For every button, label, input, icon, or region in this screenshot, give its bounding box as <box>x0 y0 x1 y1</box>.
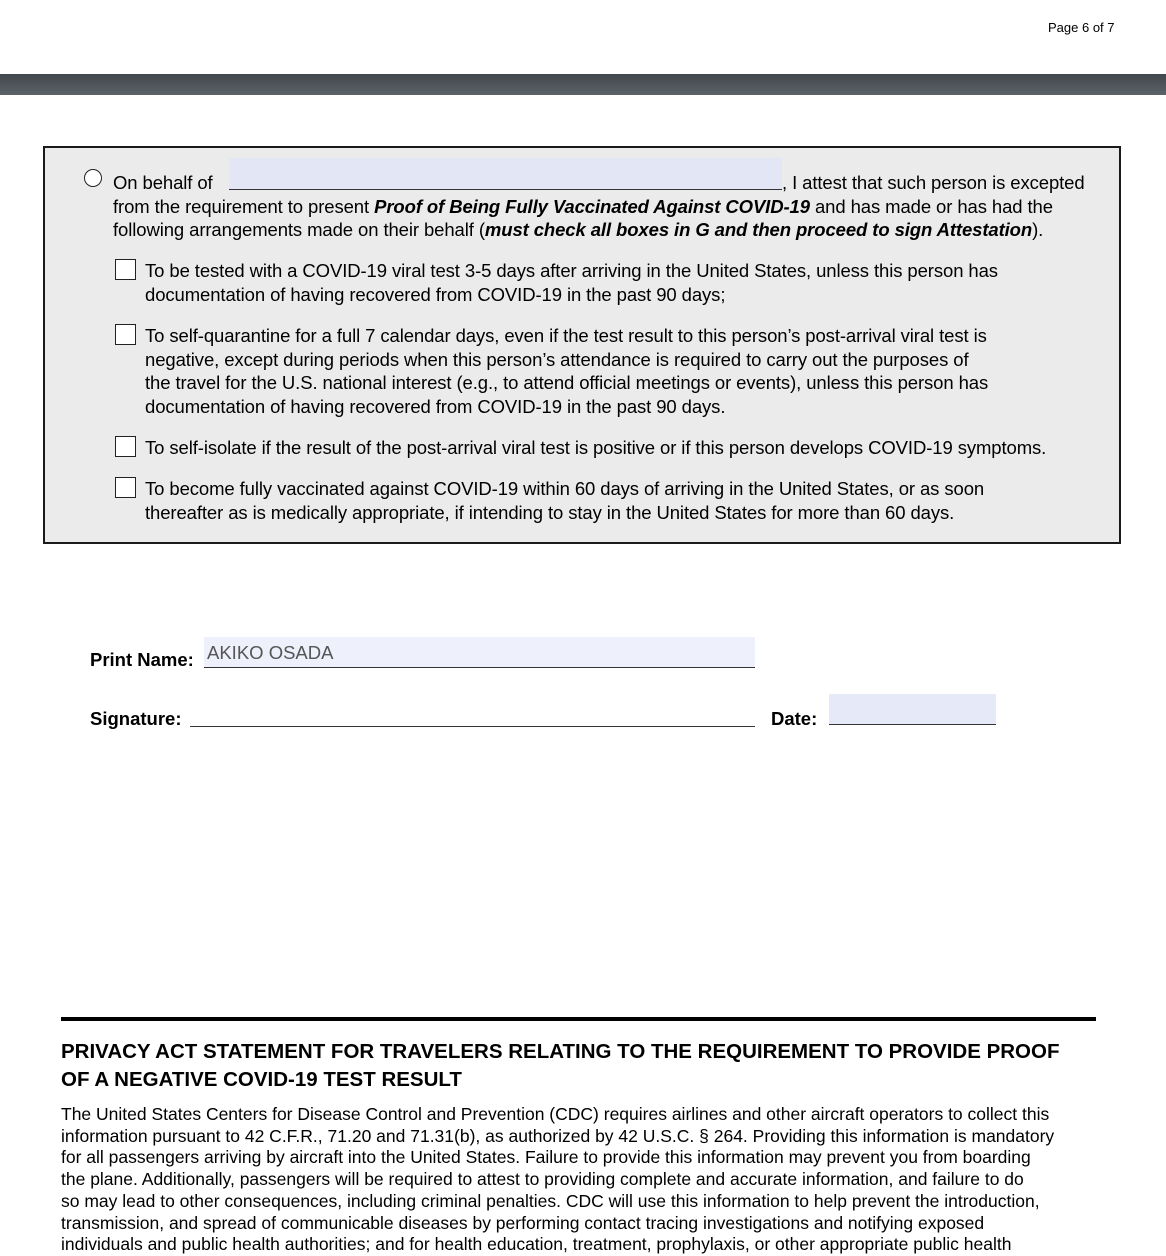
attest-line-3-c: ). <box>1032 219 1044 240</box>
attest-line-3 <box>113 218 1043 241</box>
privacy-body <box>61 1104 1106 1256</box>
print-name-field[interactable]: AKIKO OSADA <box>204 637 755 668</box>
attest-line-3-a: following arrangements made on their behalf ( <box>113 219 485 240</box>
item-text-line: the travel for the U.S. national interest (e.g., to attend official meetings or events), unless this person has <box>145 372 989 393</box>
privacy-body-line: information pursuant to 42 C.F.R., 71.20 and 71.31(b), as authorized by 42 U.S.C. § 264. Providing this information is mandatory <box>61 1125 1055 1146</box>
privacy-body-line: the plane. Additionally, passengers will be required to attest to providing complete and accurate information, and failure to do <box>61 1169 1024 1190</box>
checkbox-vaccinated[interactable] <box>115 477 136 498</box>
privacy-body-line: for all passengers arriving by aircraft into the United States. Failure to provide this information may prevent you from boarding <box>61 1147 1031 1168</box>
item-text-line: To self-isolate if the result of the post-arrival viral test is positive or if this person develops COVID-19 symptoms. <box>145 437 1047 458</box>
attest-line-2-emphasis: Proof of Being Fully Vaccinated Against COVID-19 <box>374 196 810 217</box>
attest-line-2 <box>113 195 1053 218</box>
privacy-title-line: OF A NEGATIVE COVID-19 TEST RESULT <box>61 1068 462 1091</box>
print-name-label: Print Name: <box>90 649 194 670</box>
item-text-line: To be tested with a COVID-19 viral test 3-5 days after arriving in the United States, unless this person has <box>145 260 998 281</box>
checkbox-self-quarantine[interactable] <box>115 324 136 345</box>
item-text-line: negative, except during periods when this person’s attendance is required to carry out the purposes of <box>145 349 969 370</box>
privacy-body-line: The United States Centers for Disease Control and Prevention (CDC) requires airlines and other aircraft operators to collect this <box>61 1104 1050 1124</box>
on-behalf-radio[interactable] <box>84 169 102 187</box>
item-text-line: To self-quarantine for a full 7 calendar days, even if the test result to this person’s post-arrival viral test is <box>145 325 987 346</box>
privacy-body-line: individuals and public health authorities; and for health education, treatment, prophylaxis, or other appropriate public health <box>61 1234 1012 1255</box>
on-behalf-prefix: On behalf of <box>113 172 213 193</box>
item-text-line: documentation of having recovered from COVID-19 in the past 90 days; <box>145 284 726 305</box>
date-field[interactable] <box>829 694 996 725</box>
privacy-title-line: PRIVACY ACT STATEMENT FOR TRAVELERS RELATING TO THE REQUIREMENT TO PROVIDE PROOF <box>61 1040 1060 1063</box>
checkbox-viral-test[interactable] <box>115 259 136 280</box>
privacy-body-line: transmission, and spread of communicable diseases by performing contact tracing investigations and notifying exposed <box>61 1212 985 1233</box>
privacy-body-line: so may lead to other consequences, including criminal penalties. CDC will use this information to help prevent the introduction, <box>61 1190 1040 1211</box>
privacy-title <box>61 1038 1101 1094</box>
attest-line-2-c: and has made or has had the <box>809 196 1053 217</box>
on-behalf-suffix: , I attest that such person is excepted <box>782 172 1085 193</box>
item-text-line: To become fully vaccinated against COVID-19 within 60 days of arriving in the United States, or as soon <box>145 478 985 499</box>
signature-line[interactable] <box>190 726 755 727</box>
page-number: Page 6 of 7 <box>1048 20 1115 35</box>
item-text-line: thereafter as is medically appropriate, if intending to stay in the United States for more than 60 days. <box>145 502 955 523</box>
item-text-line: documentation of having recovered from COVID-19 in the past 90 days. <box>145 396 726 417</box>
date-label: Date: <box>771 708 818 729</box>
attest-line-2-a: from the requirement to present <box>113 196 375 217</box>
checkbox-self-isolate[interactable] <box>115 436 136 457</box>
header-band <box>0 74 1166 95</box>
signature-label: Signature: <box>90 708 182 729</box>
privacy-divider <box>61 1017 1096 1021</box>
attest-line-3-emphasis: must check all boxes in G and then proceed to sign Attestation <box>484 219 1033 240</box>
on-behalf-name-field[interactable] <box>229 158 782 190</box>
